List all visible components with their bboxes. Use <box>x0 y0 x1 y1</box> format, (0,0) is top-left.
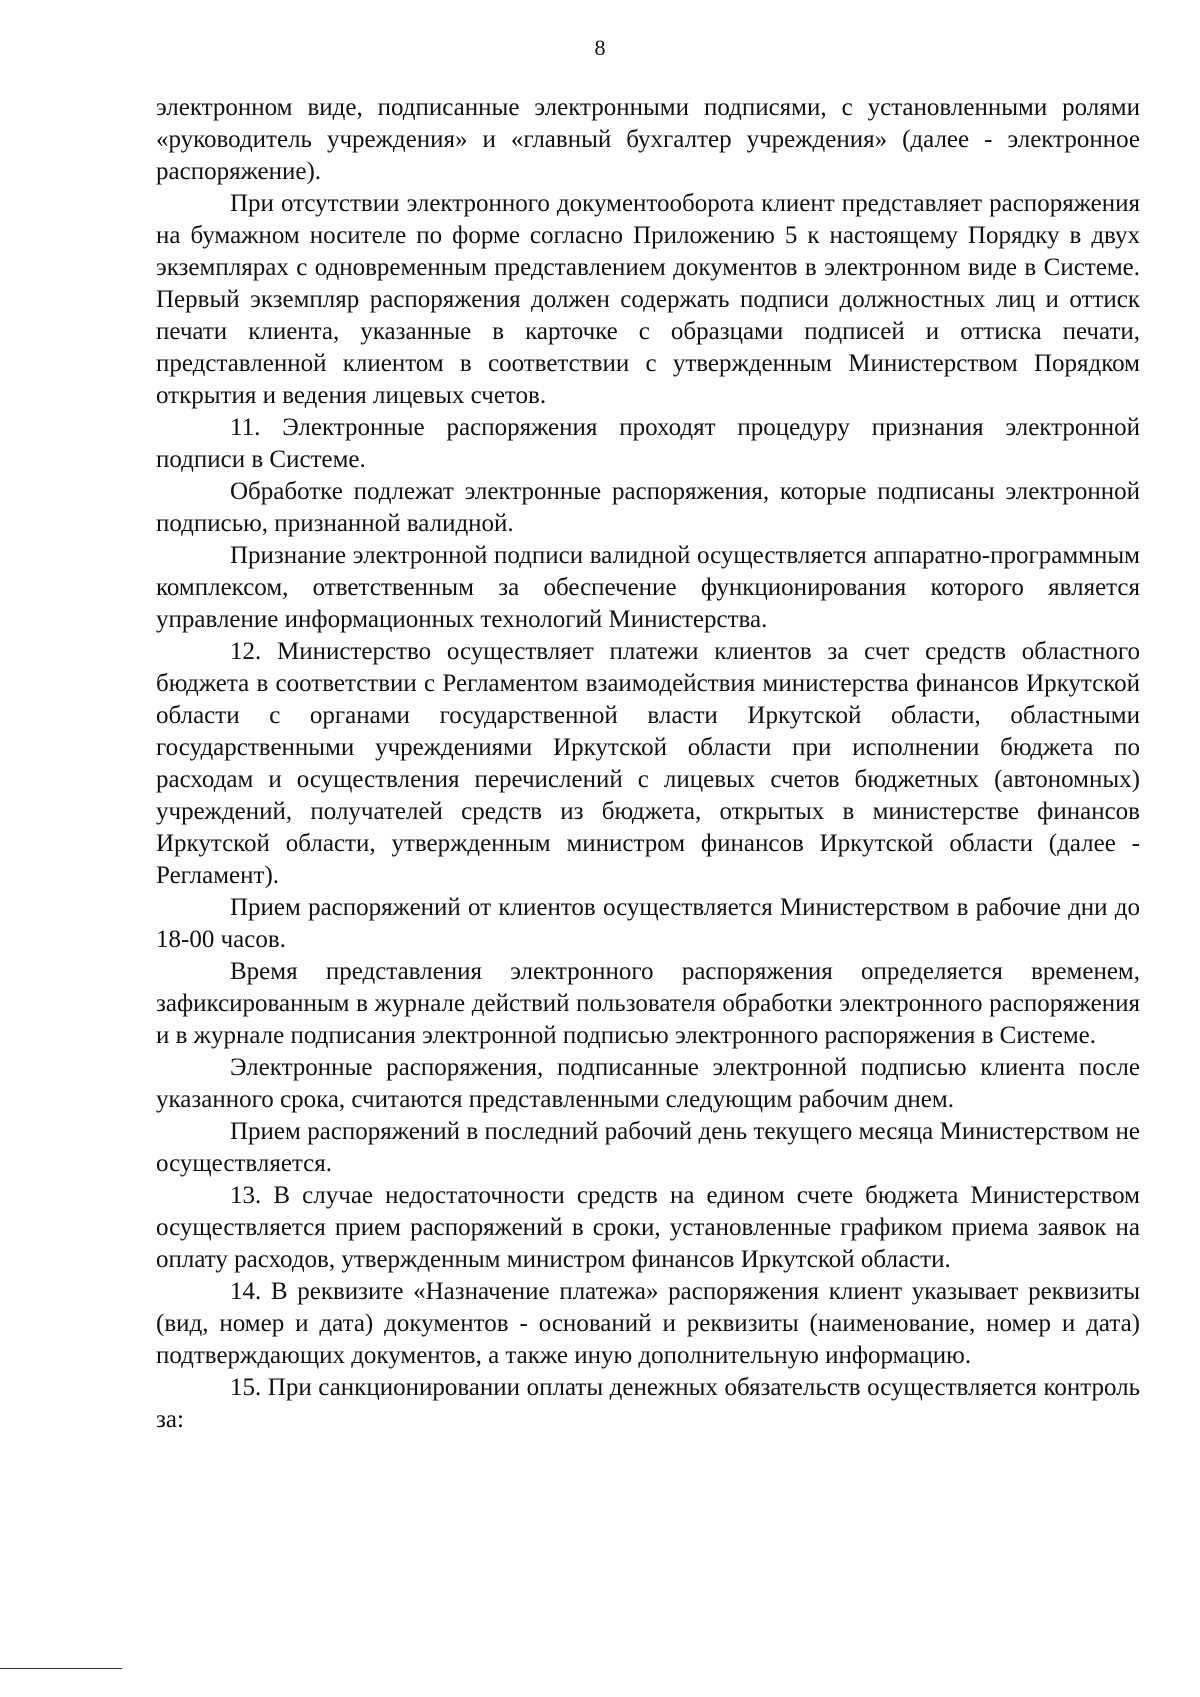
paragraph-item-14: 14. В реквизите «Назначение платежа» распоряжения клиент указывает реквизиты (вид, номер и дата) документов - оснований и реквизиты (наименование, номер и дата) подтверждающих документов, а также иную дополнительную информацию. <box>156 1278 1140 1369</box>
page-number: 8 <box>594 35 606 60</box>
paragraph-continuation: электронном виде, подписанные электронными подписями, с установленными ролями «руководитель учреждения» и «главный бухгалтер учреждения» (далее - электронное распоряжение). <box>156 94 1140 185</box>
paragraph-late-orders: Электронные распоряжения, подписанные электронной подписью клиента после указанного срока, считаются представленными следующим рабочим днем. <box>156 1054 1140 1113</box>
footnote-separator-line <box>0 1668 122 1669</box>
paragraph-order-reception: Прием распоряжений от клиентов осуществляется Министерством в рабочие дни до 18-00 часов. <box>156 894 1140 953</box>
paragraph-item-11: 11. Электронные распоряжения проходят процедуру признания электронной подписи в Системе. <box>156 414 1140 473</box>
paragraph-item-12: 12. Министерство осуществляет платежи клиентов за счет средств областного бюджета в соответствии с Регламентом взаимодействия министерства финансов Иркутской области с органами государственной власти Иркутской области, областными государственными учреждениями Иркутской области при исполнении бюджета по расходам и осуществления перечислений с лицевых счетов бюджетных (автономных) учреждений, получателей средств из бюджета, открытых в министерстве финансов Иркутской области, утвержденным министром финансов Иркутской области (далее - Регламент). <box>156 638 1140 889</box>
paragraph-submission-time: Время представления электронного распоряжения определяется временем, зафиксированным в журнале действий пользователя обработки электронного распоряжения и в журнале подписания электронной подписью электронного распоряжения в Системе. <box>156 958 1140 1049</box>
paragraph-signature-validation: Признание электронной подписи валидной осуществляется аппаратно-программным комплексом, ответственным за обеспечение функционирования которого является управление информационных технологий Министерства. <box>156 542 1140 633</box>
paragraph-processing: Обработке подлежат электронные распоряжения, которые подписаны электронной подписью, признанной валидной. <box>156 478 1140 537</box>
document-body <box>156 92 1140 1436</box>
paragraph-paper-orders: При отсутствии электронного документооборота клиент представляет распоряжения на бумажном носителе по форме согласно Приложению 5 к настоящему Порядку в двух экземплярах с одновременным представлением документов в электронном виде в Системе. Первый экземпляр распоряжения должен содержать подписи должностных лиц и оттиск печати клиента, указанные в карточке с образцами подписей и оттиска печати, представленной клиентом в соответствии с утвержденным Министерством Порядком открытия и ведения лицевых счетов. <box>156 190 1140 409</box>
paragraph-item-15: 15. При санкционировании оплаты денежных обязательств осуществляется контроль за: <box>156 1374 1140 1433</box>
paragraph-last-day: Прием распоряжений в последний рабочий день текущего месяца Министерством не осуществляется. <box>156 1118 1140 1177</box>
paragraph-item-13: 13. В случае недостаточности средств на едином счете бюджета Министерством осуществляется прием распоряжений в сроки, установленные графиком приема заявок на оплату расходов, утвержденным министром финансов Иркутской области. <box>156 1182 1140 1273</box>
